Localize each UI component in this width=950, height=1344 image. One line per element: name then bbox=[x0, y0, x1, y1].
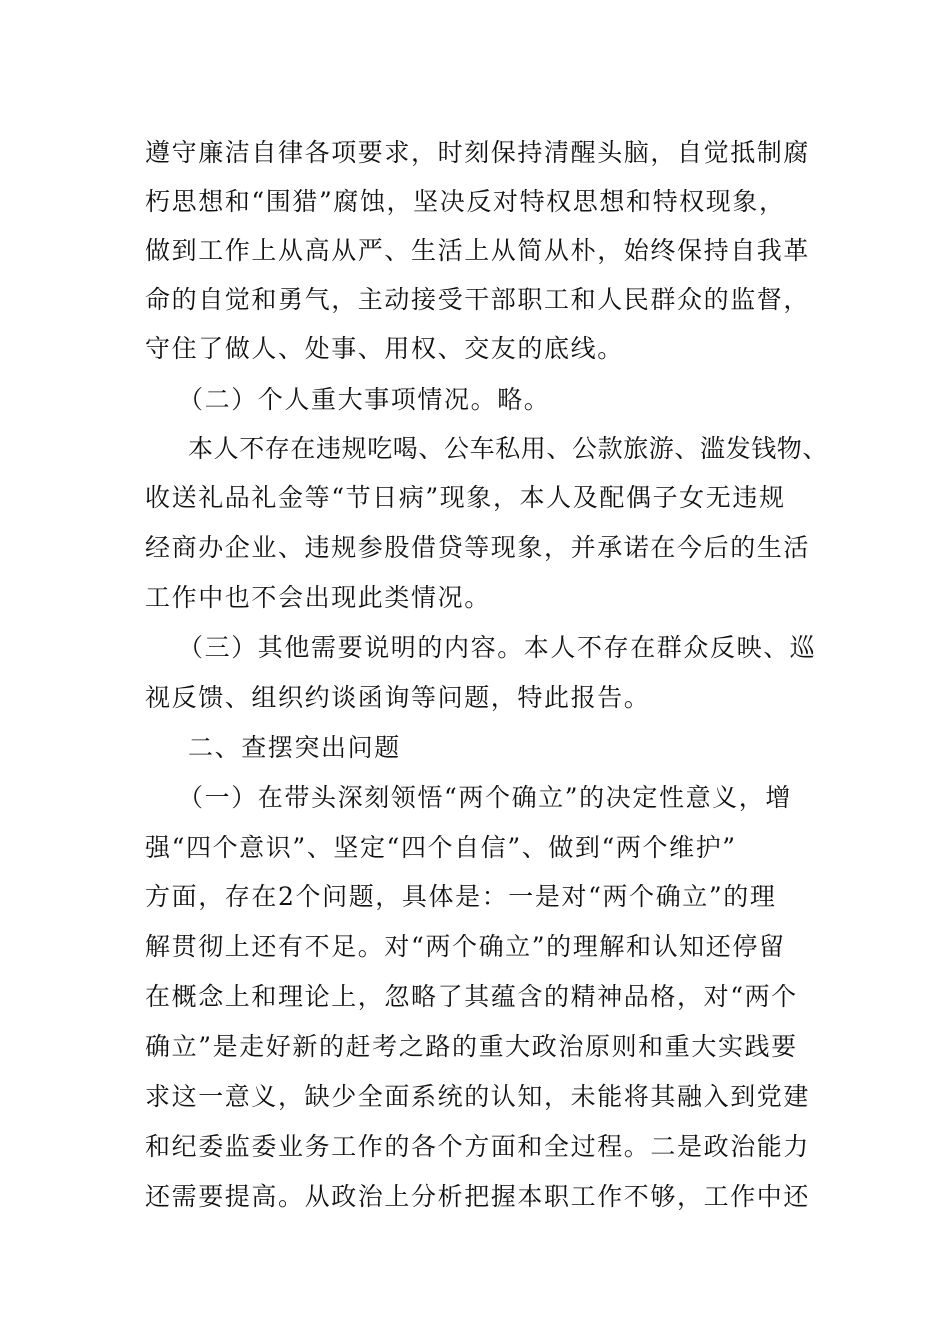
text-line: 在概念上和理论上，忽略了其蕴含的精神品格，对“两个 bbox=[145, 982, 798, 1011]
text-line: 做到工作上从高从严、生活上从简从朴，始终保持自我革 bbox=[145, 236, 811, 265]
text-line: 本人不存在违规吃喝、公车私用、公款旅游、滥发钱物、 bbox=[188, 434, 829, 463]
text-line: 和纪委监委业务工作的各个方面和全过程。二是政治能力 bbox=[145, 1132, 811, 1161]
text-line: 还需要提高。从政治上分析把握本职工作不够，工作中还 bbox=[145, 1182, 811, 1211]
text-line: （三）其他需要说明的内容。本人不存在群众反映、巡 bbox=[178, 633, 817, 662]
text-line: 解贯彻上还有不足。对“两个确立”的理解和认知还停留 bbox=[145, 932, 786, 961]
text-line: 命的自觉和勇气，主动接受干部职工和人民群众的监督， bbox=[145, 285, 811, 314]
text-line: 朽思想和“围猎”腐蚀，坚决反对特权思想和特权现象， bbox=[145, 187, 786, 216]
text-line: 守住了做人、处事、用权、交友的底线。 bbox=[145, 334, 624, 363]
text-line: 遵守廉洁自律各项要求，时刻保持清醒头脑，自觉抵制腐 bbox=[145, 138, 811, 167]
text-line: 方面，存在2个问题，具体是：一是对“两个确立”的理 bbox=[145, 882, 777, 911]
text-line: 求这一意义，缺少全面系统的认知，未能将其融入到党建 bbox=[145, 1082, 811, 1111]
text-line: 收送礼品礼金等“节日病”现象，本人及配偶子女无违规 bbox=[145, 483, 786, 512]
text-line: 工作中也不会出现此类情况。 bbox=[145, 583, 491, 612]
text-line: （一）在带头深刻领悟“两个确立”的决定性意义，增 bbox=[178, 783, 792, 812]
section-heading: 二、查摆突出问题 bbox=[188, 733, 401, 762]
text-line: 确立”是走好新的赶考之路的重大政治原则和重大实践要 bbox=[145, 1032, 798, 1061]
text-line: 经商办企业、违规参股借贷等现象，并承诺在今后的生活 bbox=[145, 533, 811, 562]
text-line: 强“四个意识”、坚定“四个自信”、做到“两个维护” bbox=[145, 833, 737, 862]
section-heading: （二）个人重大事项情况。略。 bbox=[178, 385, 551, 414]
text-line: 视反馈、组织约谈函询等问题，特此报告。 bbox=[145, 683, 651, 712]
